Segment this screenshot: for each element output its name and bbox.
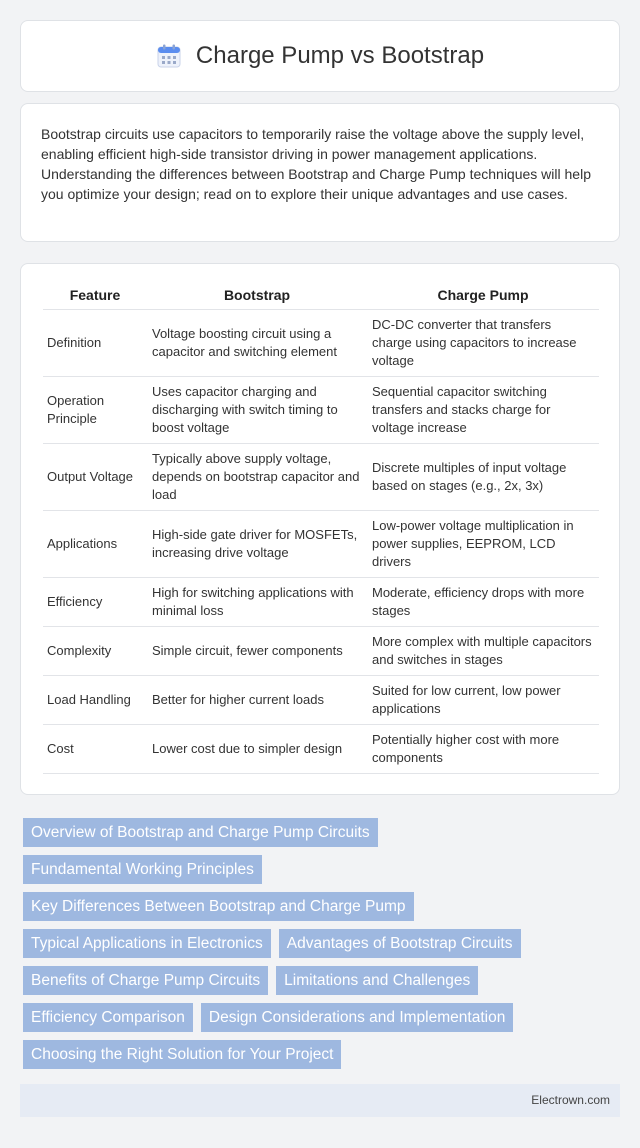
calendar-icon — [156, 43, 182, 69]
tag-choosing-solution[interactable]: Choosing the Right Solution for Your Project — [23, 1040, 341, 1069]
table-cell-charge-pump: More complex with multiple capacitors and switches in stages — [367, 626, 599, 675]
table-cell-charge-pump: Low-power voltage multiplication in power supplies, EEPROM, LCD drivers — [367, 510, 599, 577]
table-cell-bootstrap: Better for higher current loads — [147, 675, 367, 724]
table-cell-feature: Cost — [43, 724, 147, 773]
table-cell-bootstrap: Simple circuit, fewer components — [147, 626, 367, 675]
table-cell-bootstrap: Typically above supply voltage, depends on bootstrap capacitor and load — [147, 443, 367, 510]
table-row — [43, 376, 599, 443]
table-cell-charge-pump: Potentially higher cost with more components — [367, 724, 599, 773]
comparison-table — [43, 282, 599, 774]
table-cell-charge-pump: Suited for low current, low power applications — [367, 675, 599, 724]
table-row — [43, 309, 599, 376]
table-row — [43, 724, 599, 773]
table-row — [43, 443, 599, 510]
column-header-charge-pump: Charge Pump — [367, 282, 599, 309]
table-row — [43, 626, 599, 675]
tag-bootstrap-advantages[interactable]: Advantages of Bootstrap Circuits — [279, 929, 521, 958]
tag-row — [23, 855, 623, 892]
topic-tags — [23, 818, 623, 1077]
tag-efficiency-comparison[interactable]: Efficiency Comparison — [23, 1003, 193, 1032]
intro-text: Bootstrap circuits use capacitors to temporarily raise the voltage above the supply level, enabling efficient high-side transistor driving in power management applications. Understanding the differences between Bootstrap and Charge Pump techniques will help you optimize your design; read on to explore their unique advantages and use cases. — [41, 126, 591, 202]
table-cell-feature: Load Handling — [43, 675, 147, 724]
table-cell-charge-pump: Discrete multiples of input voltage based on stages (e.g., 2x, 3x) — [367, 443, 599, 510]
comparison-table-card — [20, 263, 620, 795]
tag-charge-pump-benefits[interactable]: Benefits of Charge Pump Circuits — [23, 966, 268, 995]
footer-site-name[interactable]: Electrown.com — [531, 1093, 610, 1107]
intro-card — [20, 103, 620, 242]
page-title: Charge Pump vs Bootstrap — [195, 42, 485, 69]
footer — [20, 1084, 620, 1117]
tag-working-principles[interactable]: Fundamental Working Principles — [23, 855, 262, 884]
table-cell-bootstrap: Uses capacitor charging and discharging with switch timing to boost voltage — [147, 376, 367, 443]
table-cell-bootstrap: High-side gate driver for MOSFETs, increasing drive voltage — [147, 510, 367, 577]
table-row — [43, 675, 599, 724]
table-row — [43, 577, 599, 626]
column-header-bootstrap: Bootstrap — [147, 282, 367, 309]
header-card — [20, 20, 620, 92]
tag-key-differences[interactable]: Key Differences Between Bootstrap and Charge Pump — [23, 892, 414, 921]
tag-row — [23, 1040, 623, 1077]
table-row — [43, 510, 599, 577]
tag-limitations[interactable]: Limitations and Challenges — [276, 966, 478, 995]
table-cell-bootstrap: High for switching applications with minimal loss — [147, 577, 367, 626]
tag-row — [23, 892, 623, 929]
tag-row — [23, 929, 623, 966]
table-cell-feature: Definition — [43, 309, 147, 376]
tag-design-considerations[interactable]: Design Considerations and Implementation — [201, 1003, 513, 1032]
table-cell-feature: Operation Principle — [43, 376, 147, 443]
column-header-feature: Feature — [43, 282, 147, 309]
table-cell-bootstrap: Lower cost due to simpler design — [147, 724, 367, 773]
table-cell-feature: Complexity — [43, 626, 147, 675]
table-header-row — [43, 282, 599, 309]
tag-row — [23, 818, 623, 855]
table-cell-charge-pump: Sequential capacitor switching transfers and stacks charge for voltage increase — [367, 376, 599, 443]
table-cell-feature: Applications — [43, 510, 147, 577]
tag-overview[interactable]: Overview of Bootstrap and Charge Pump Circuits — [23, 818, 378, 847]
table-cell-charge-pump: Moderate, efficiency drops with more stages — [367, 577, 599, 626]
tag-row — [23, 966, 623, 1003]
table-cell-bootstrap: Voltage boosting circuit using a capacitor and switching element — [147, 309, 367, 376]
table-cell-feature: Output Voltage — [43, 443, 147, 510]
table-cell-feature: Efficiency — [43, 577, 147, 626]
tag-typical-applications[interactable]: Typical Applications in Electronics — [23, 929, 271, 958]
tag-row — [23, 1003, 623, 1040]
table-cell-charge-pump: DC-DC converter that transfers charge using capacitors to increase voltage — [367, 309, 599, 376]
